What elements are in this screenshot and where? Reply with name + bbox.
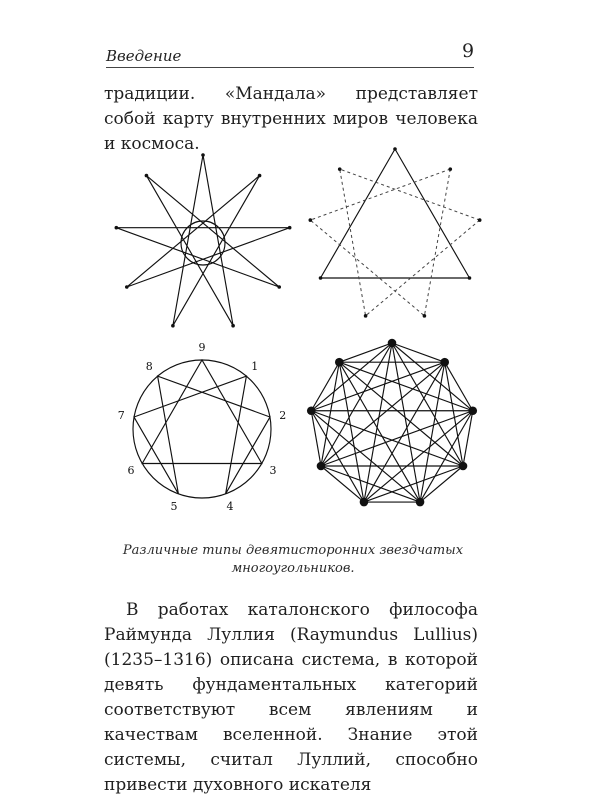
inner-triangle: [142, 360, 262, 464]
page-number: 9: [462, 40, 475, 62]
header-rule: [106, 67, 474, 68]
overlapping-triangles-figure: [306, 147, 484, 323]
vertex-dot: [277, 285, 281, 289]
vertex-dot: [145, 174, 149, 178]
graph-edge: [311, 362, 444, 411]
running-header: Введение: [106, 47, 182, 65]
graph-edge: [420, 466, 463, 502]
vertex-dot: [478, 218, 482, 222]
enneagram-label: 2: [279, 408, 287, 422]
vertex-dot: [319, 276, 323, 280]
graph-vertex: [468, 406, 477, 415]
vertex-dot: [115, 226, 119, 230]
hexad-figure: [134, 376, 270, 494]
enneagram-label: 7: [117, 408, 125, 422]
body-paragraph: В работах каталонского философа Раймунда Луллия (Raymundus Lullius) (1235–1316) описана система, в которой девять фундаментальных категорий соответствуют всем явлениям и качествам вселенной. Знание этой системы, считал Луллий, способно привести духовного искателя: [104, 600, 478, 795]
outer-circle: [133, 360, 271, 498]
graph-edge: [339, 362, 472, 411]
graph-vertex: [360, 498, 369, 507]
vertex-dot: [423, 314, 427, 318]
opening-paragraph: традиции. «Мандала» представляет собой карту внутренних миров человека и космоса.: [104, 84, 478, 154]
vertex-dot: [258, 174, 262, 178]
enneagram-label: 8: [145, 360, 153, 374]
enneagram-label: 4: [226, 500, 234, 514]
vertex-dot: [201, 153, 205, 157]
enneagram-figure: [112, 338, 292, 516]
vertex-dot: [125, 285, 129, 289]
vertex-dot: [338, 167, 342, 171]
graph-vertex: [416, 498, 425, 507]
graph-edge: [392, 343, 445, 362]
vertex-dot: [364, 314, 368, 318]
enneagram-label: 3: [269, 464, 277, 477]
graph-edge: [364, 411, 473, 502]
triangle-solid: [321, 149, 470, 278]
vertex-dot: [468, 276, 472, 280]
graph-vertex: [459, 462, 468, 471]
graph-vertex: [317, 462, 326, 471]
graph-vertex: [440, 358, 449, 367]
nonagon-complete-graph-figure: [302, 337, 482, 513]
enneagram-label: 6: [127, 464, 135, 477]
graph-vertex: [388, 339, 397, 348]
vertex-dot: [171, 324, 175, 328]
enneagram-label: 9: [198, 341, 206, 354]
graph-vertex: [307, 406, 316, 415]
graph-vertex: [335, 358, 344, 367]
triangle-dashed: [310, 169, 450, 316]
graph-edge: [321, 466, 364, 502]
graph-edge: [311, 411, 420, 502]
vertex-dot: [231, 324, 235, 328]
enneagram-label: 1: [251, 360, 259, 374]
star-9-4-outline: [116, 155, 289, 326]
vertex-dot: [288, 226, 292, 230]
vertex-dot: [393, 147, 397, 151]
triangle-dashed: [340, 169, 480, 316]
figure-caption: Различные типы девятисторонних звездчатых многоугольников.: [122, 543, 464, 576]
enneagram-label: 5: [170, 500, 178, 514]
nine-point-star-figure: [108, 148, 298, 338]
graph-edge: [339, 343, 392, 362]
vertex-dot: [309, 218, 313, 222]
vertex-dot: [448, 167, 452, 171]
